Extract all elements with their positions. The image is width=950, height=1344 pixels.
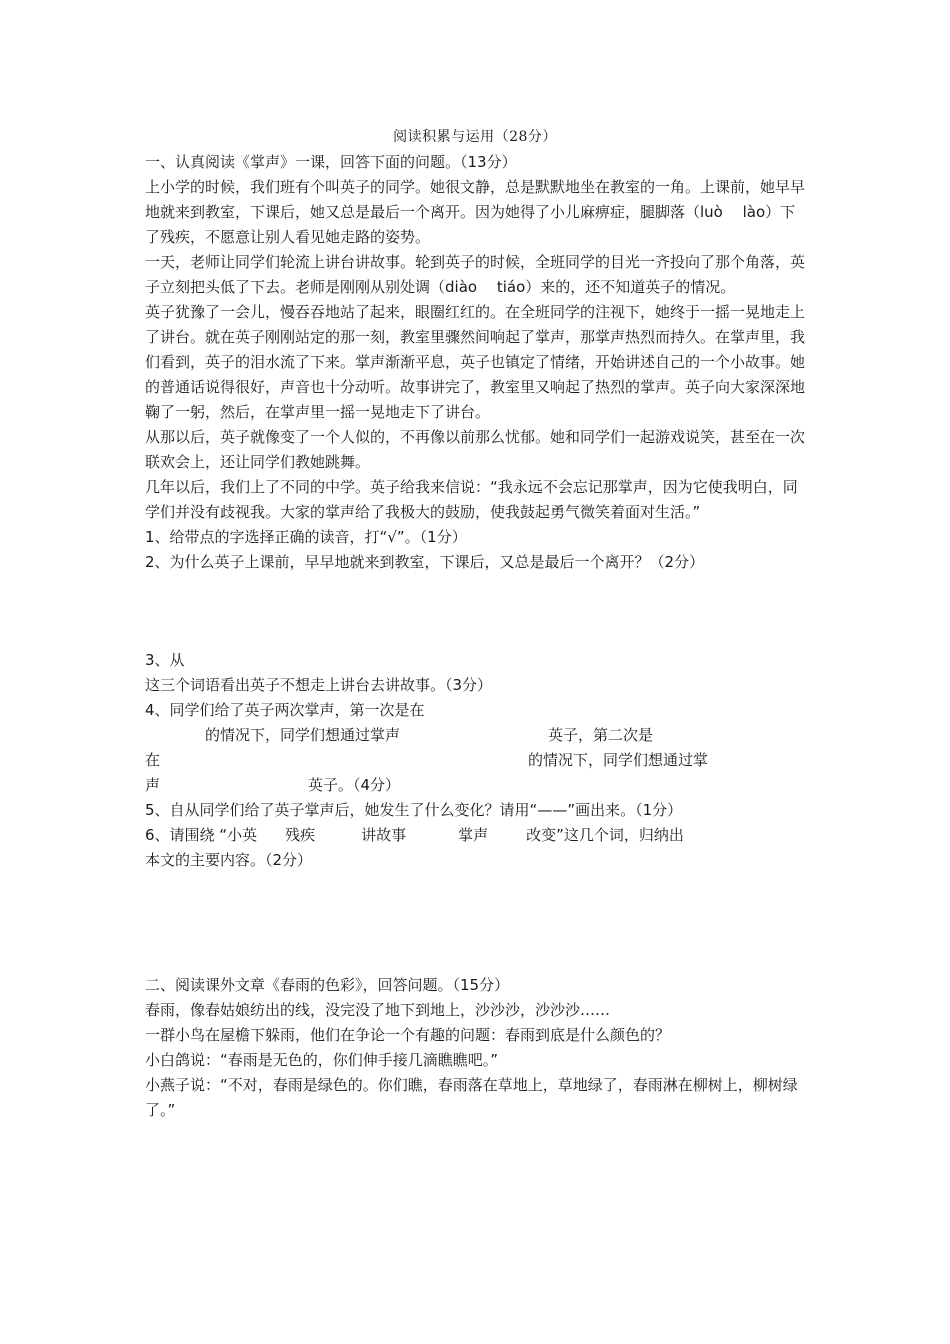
question-6-part: 残疾 [285, 826, 316, 844]
question-3-line2: 这三个词语看出英子不想走上讲台去讲故事。（3分） [145, 676, 493, 694]
passage-paragraph: 从那以后，英子就像变了一个人似的，不再像以前那么忧郁。她和同学们一起游戏说笑，甚至在一次联欢会上，还让同学们教她跳舞。 [145, 428, 806, 471]
answer-space [145, 873, 810, 973]
question-4-line4 [145, 773, 810, 798]
question-6-part: 6、请围绕 “小英 [145, 826, 258, 844]
passage-paragraph: 小白鸽说：“春雨是无色的，你们伸手接几滴瞧瞧吧。” [145, 1051, 499, 1069]
question-4-text: 的情况下，同学们想通过掌 [528, 751, 709, 769]
question-4-text: 在 [145, 751, 161, 769]
passage-paragraph: 上小学的时候，我们班有个叫英子的同学。她很文静，总是默默地坐在教室的一角。上课前，她早早地就来到教室，下课后，她又总是最后一个离开。因为她得了小儿麻痹症，腿脚落（luò lào）下了残疾，不愿意让别人看见她走路的姿势。 [145, 178, 806, 246]
question-4-text: 英子，第二次是 [548, 726, 654, 744]
question-6-part: 掌声 [458, 826, 489, 844]
question-6-part: 讲故事 [361, 826, 407, 844]
section2-heading: 二、阅读课外文章《春雨的色彩》，回答问题。（15分） [145, 976, 510, 994]
question-6-line2: 本文的主要内容。（2分） [145, 851, 313, 869]
question-4-text: 英子。（4分） [308, 776, 401, 794]
page-title: 阅读积累与运用（28分） [393, 129, 557, 145]
question-2: 2、为什么英子上课前，早早地就来到教室，下课后，又总是最后一个离开？（2分） [145, 553, 705, 571]
question-4-line2 [145, 723, 810, 748]
passage-paragraph: 几年以后，我们上了不同的中学。英子给我来信说：“我永远不会忘记那掌声，因为它使我明白，同学们并没有歧视我。大家的掌声给了我极大的鼓励，使我鼓起勇气微笑着面对生活。” [145, 478, 798, 521]
answer-space [145, 575, 810, 648]
question-6-line1 [145, 823, 810, 848]
document-body [145, 150, 810, 1123]
question-4-line3 [145, 748, 810, 773]
section1-heading: 一、认真阅读《掌声》一课，回答下面的问题。（13分） [145, 153, 517, 171]
question-4-text: 的情况下，同学们想通过掌声 [205, 726, 401, 744]
passage-paragraph: 英子犹豫了一会儿，慢吞吞地站了起来，眼圈红红的。在全班同学的注视下，她终于一摇一晃地走上了讲台。就在英子刚刚站定的那一刻，教室里骤然间响起了掌声，那掌声热烈而持久。在掌声里，我们看到，英子的泪水流了下来。掌声渐渐平息，英子也镇定了情绪，开始讲述自己的一个小故事。她的普通话说得很好，声音也十分动听。故事讲完了，教室里又响起了热烈的掌声。英子向大家深深地鞠了一躬，然后，在掌声里一摇一晃地走下了讲台。 [145, 303, 806, 421]
question-4-text: 声 [145, 776, 161, 794]
question-5: 5、自从同学们给了英子掌声后，她发生了什么变化？请用“——”画出来。（1分） [145, 801, 683, 819]
question-1: 1、给带点的字选择正确的读音，打“√”。（1分） [145, 528, 467, 546]
question-3-line1: 3、从 [145, 651, 185, 669]
passage-paragraph: 一天，老师让同学们轮流上讲台讲故事。轮到英子的时候，全班同学的目光一齐投向了那个角落，英子立刻把头低了下去。老师是刚刚从别处调（diào tiáo）来的，还不知道英子的情况。 [145, 253, 806, 296]
question-4-line1: 4、同学们给了英子两次掌声，第一次是在 [145, 701, 425, 719]
question-6-part: 改变”这几个词，归纳出 [526, 826, 684, 844]
passage-paragraph: 小燕子说：“不对，春雨是绿色的。你们瞧，春雨落在草地上，草地绿了，春雨淋在柳树上，柳树绿了。” [145, 1076, 798, 1119]
passage-paragraph: 春雨，像春姑娘纺出的线，没完没了地下到地上，沙沙沙，沙沙沙…… [145, 1001, 611, 1019]
passage-paragraph: 一群小鸟在屋檐下躲雨，他们在争论一个有趣的问题：春雨到底是什么颜色的？ [145, 1026, 671, 1044]
